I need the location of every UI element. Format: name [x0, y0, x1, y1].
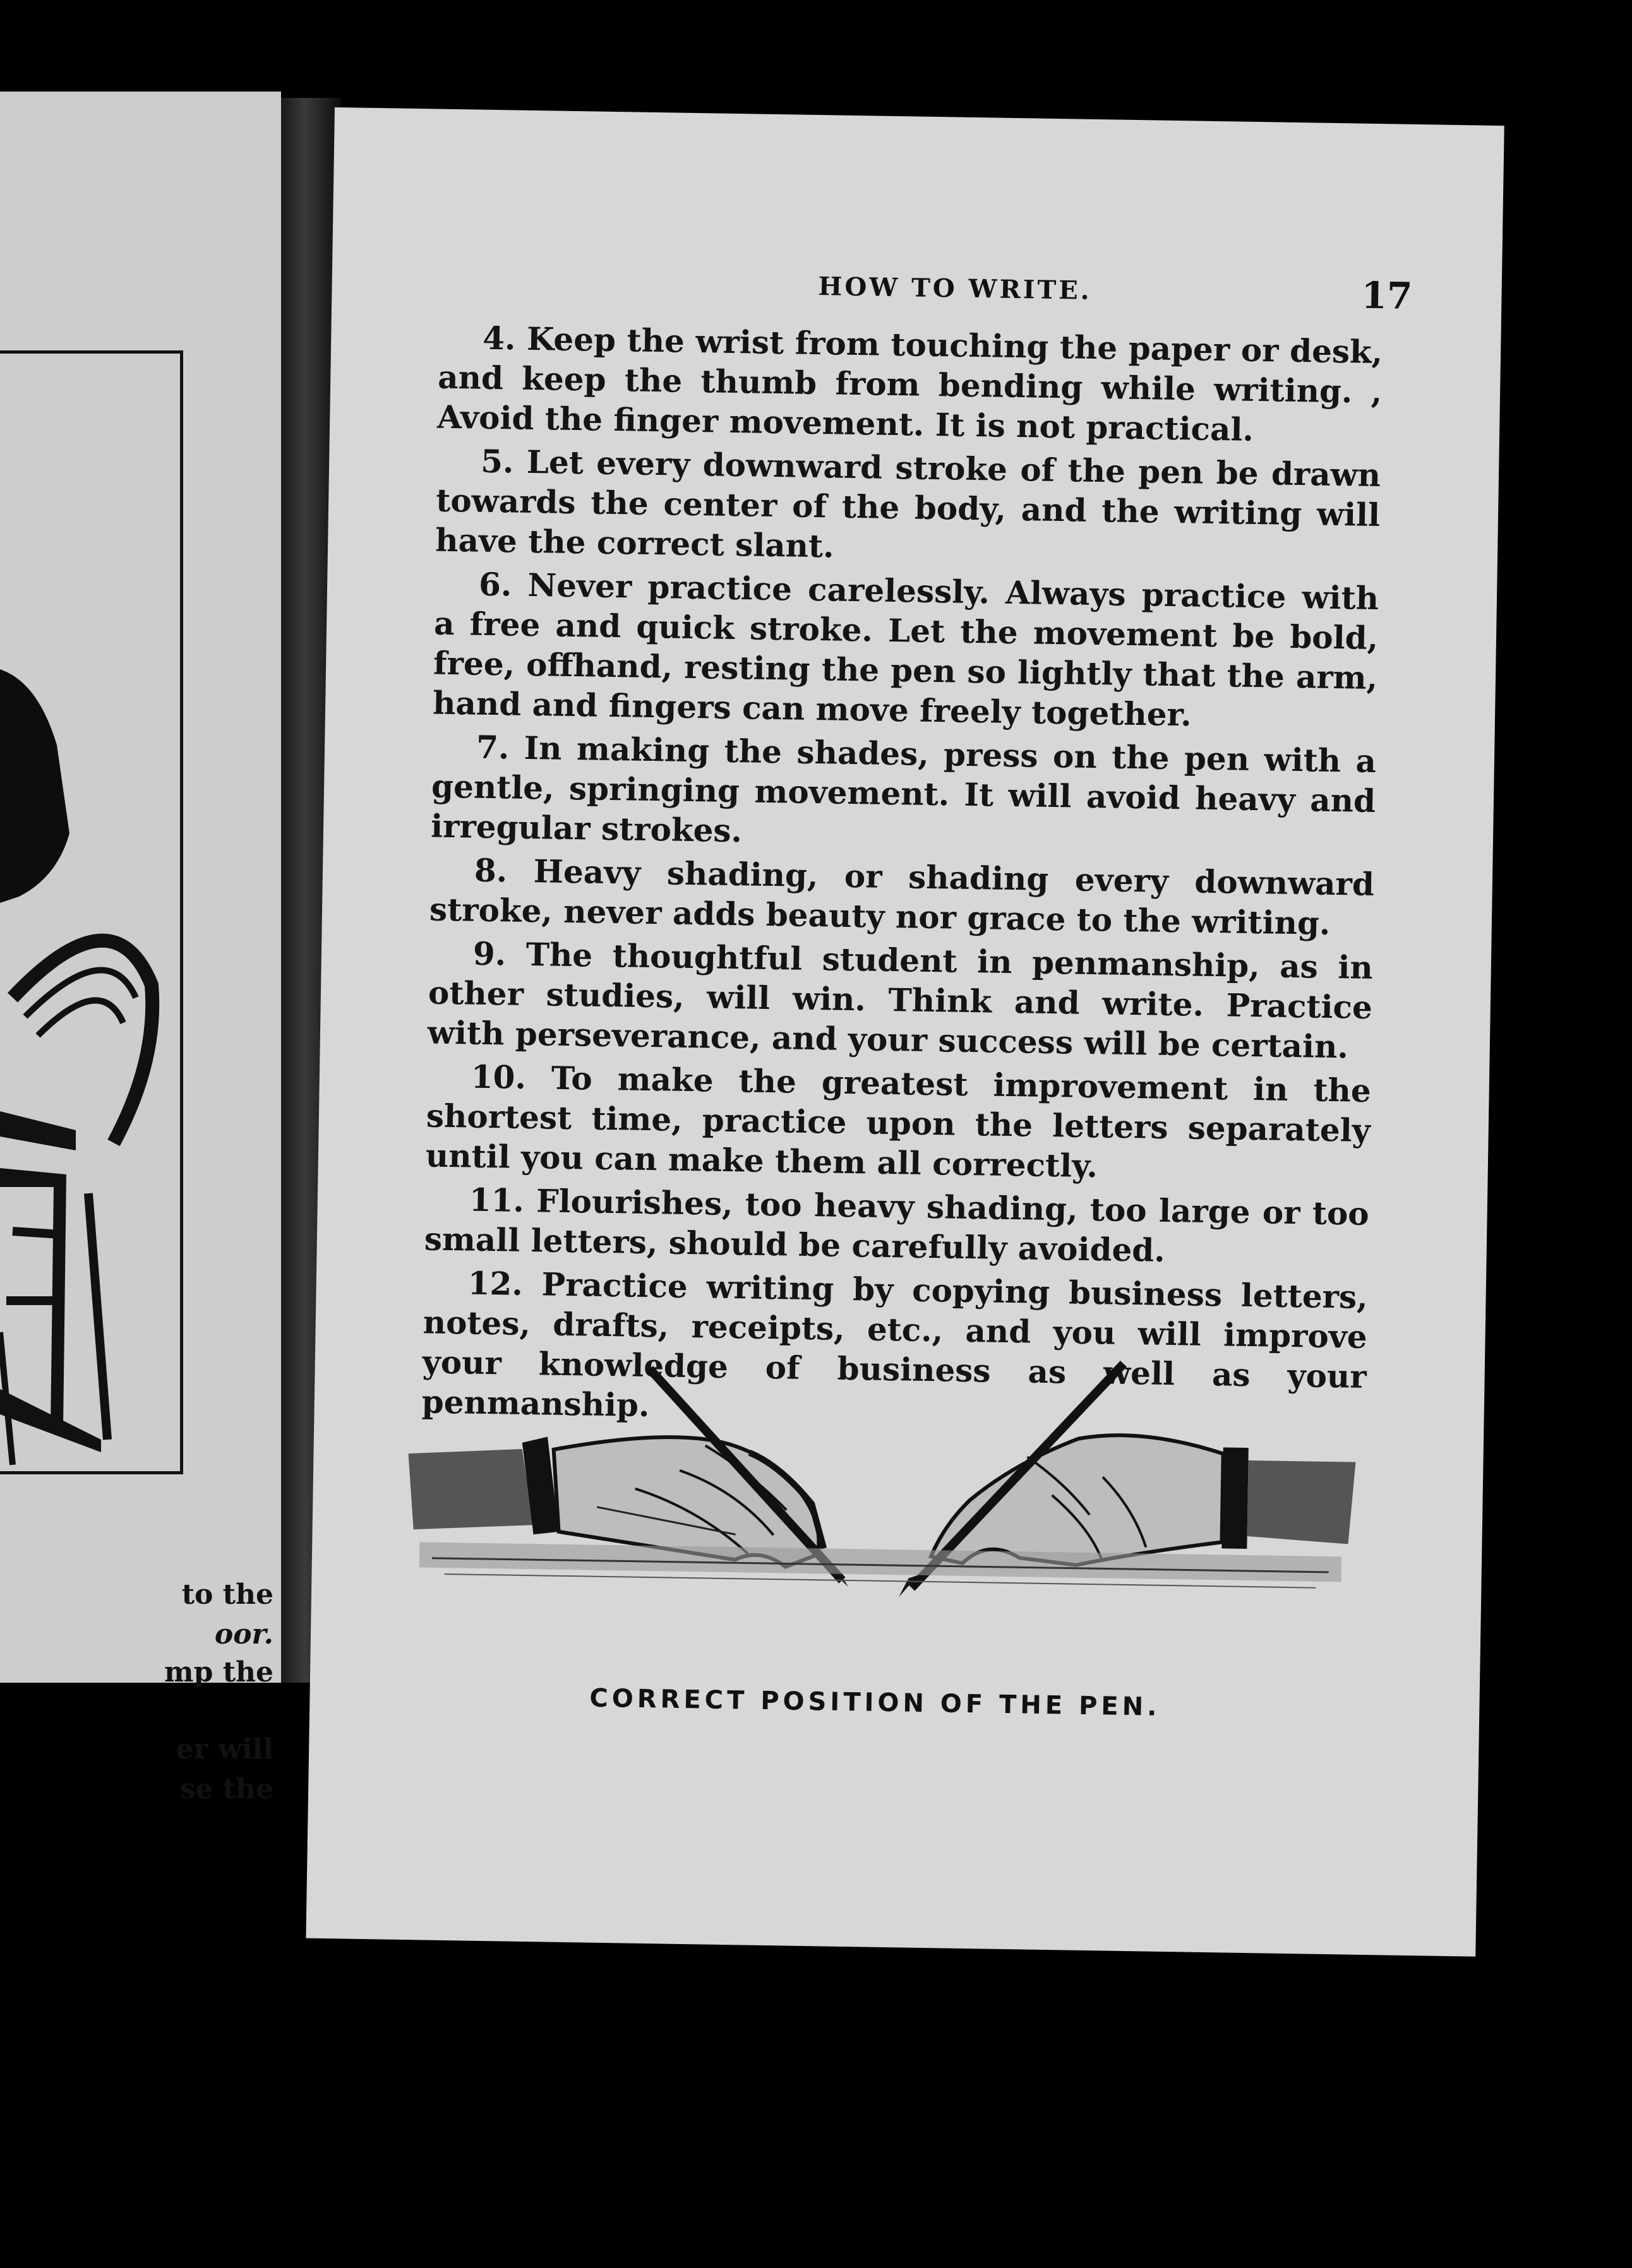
running-head: HOW TO WRITE.: [818, 272, 1093, 306]
left-illustration-frame: [0, 350, 183, 1474]
left-text-fragment: mp the: [164, 1656, 273, 1688]
body-text: [421, 318, 1383, 1440]
chair-figure-illustration: [0, 354, 183, 1477]
left-text-fragment: to the: [181, 1579, 273, 1611]
right-page: [306, 107, 1504, 1957]
pen-position-illustration: [406, 1340, 1358, 1626]
page-number: 17: [1360, 273, 1413, 318]
paragraph-tip-7: 7. In making the shades, press on the pen with a gentle, springing movement. It will avoid heavy and irregular strokes.: [430, 728, 1377, 850]
paragraph-tip-5: 5. Let every downward stroke of the pen be drawn towards the center of the body, and the writing will have the correct slant.: [435, 442, 1381, 565]
paragraph-tip-6: 6. Never practice carelessly. Always practice with a free and quick stroke. Let the movement be bold, free, offhand, resting the pen so lightly that the arm, hand and fingers can move freely together.: [432, 565, 1379, 734]
figure-caption: CORRECT POSITION OF THE PEN.: [589, 1683, 1161, 1722]
table-shading: [419, 1542, 1342, 1588]
hands-holding-pen-engraving: [406, 1340, 1358, 1626]
paragraph-tip-9: 9. The thoughtful student in penmanship, as in other studies, will win. Think and write. Practice with perseverance, and your success will be certain.: [427, 934, 1374, 1066]
page-header: [332, 264, 1502, 326]
left-text-fragment: er will: [176, 1733, 273, 1765]
paragraph-tip-10: 10. To make the greatest improvement in the shortest time, practice upon the letters separately until you can make them all correctly.: [425, 1058, 1372, 1185]
left-text-fragment: oor.: [214, 1618, 273, 1650]
paragraph-tip-8: 8. Heavy shading, or shading every downward stroke, never adds beauty nor grace to the writing.: [429, 851, 1375, 942]
left-page: [0, 92, 281, 1805]
paragraph-tip-12: 12. Practice writing by copying business letters, notes, drafts, receipts, etc., and you will improve your knowledge of business as well as your penmanship.: [421, 1264, 1369, 1424]
left-text-fragment: se the: [179, 1773, 273, 1805]
paragraph-tip-11: 11. Flourishes, too heavy shading, too large or too small letters, should be carefully avoided.: [424, 1181, 1370, 1269]
paragraph-tip-4: 4. Keep the wrist from touching the paper or desk, and keep the thumb from bending while writing. , Avoid the finger movement. It is not practical.: [436, 319, 1383, 448]
